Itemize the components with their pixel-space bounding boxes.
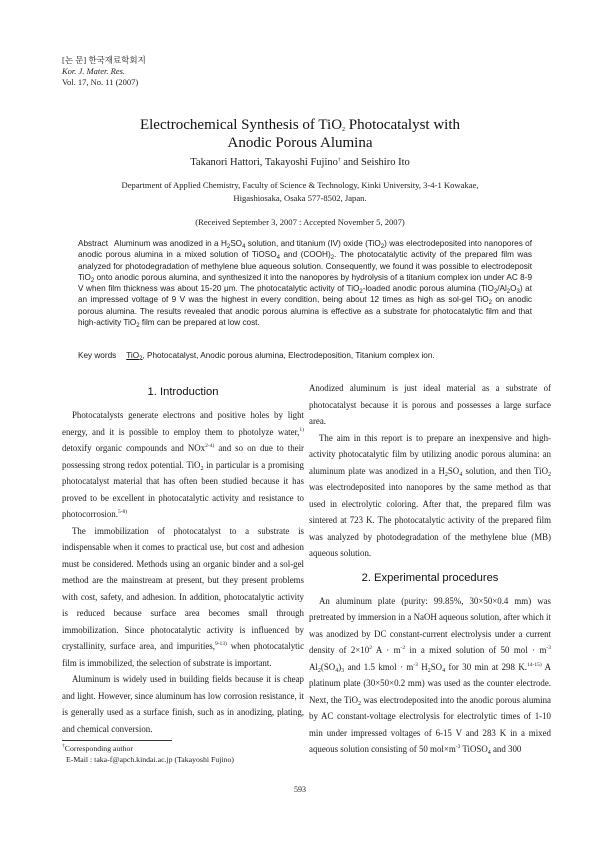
- text: for 30 min at 298 K.: [445, 661, 527, 672]
- text: and so on due to their possessing strong redox potential. TiO: [62, 443, 304, 470]
- text: and 1.5 kmol · m: [344, 661, 414, 672]
- text: A · m: [371, 645, 401, 655]
- subscript: 2: [493, 289, 498, 296]
- keywords-label: Key words: [78, 351, 117, 360]
- subscript: 2: [380, 244, 385, 250]
- corresponding-mark: †: [337, 157, 341, 163]
- abstract-text: O: [510, 284, 517, 294]
- footnote: [62, 743, 234, 765]
- citation: 1): [299, 426, 304, 433]
- subscript: 2: [488, 300, 492, 307]
- text: solution, and then TiO: [462, 465, 548, 476]
- subscript: 4: [242, 244, 246, 250]
- superscript: -3: [455, 744, 461, 750]
- page-number: 593: [294, 785, 306, 794]
- citation: 14-15): [526, 661, 542, 668]
- affiliation: [0, 179, 600, 205]
- abstract-text: /Al: [497, 284, 507, 294]
- section-heading-experimental: 2. Experimental procedures: [361, 571, 499, 584]
- left-column: [62, 407, 304, 737]
- text: An aluminum plate (purity: 99.85%, 30×50×0.4 mm) was pretreated by immersion in a NaOH aqueous solution, after which it was anodized by DC constant-current electrolysis under a current density of 2×10: [309, 595, 551, 655]
- text: Photocatalysts generate electrons and positive holes by light energy, and it is possible to employ them to photolyze water,: [62, 410, 304, 437]
- text: The immobilization of photocatalyst to a substrate is indispensable when it comes to practical use, but cost and adhesion must be considered. Methods using an organic binder and a sol-gel method are the mainstream at present, but they present problems with cost, safety, and adhesion. In addition, photocatalytic activity is reduced because surface area becomes small through immobilization. Since photocatalytic activity is influenced by crystallinity, surface area, and impurities,: [62, 525, 304, 651]
- text: and 300: [490, 744, 522, 754]
- text: when photocatalytic film is immobilized, the selection of substrate is important.: [62, 641, 305, 668]
- intro-paragraph-5: [309, 430, 551, 562]
- abstract-text: and (COOH): [279, 250, 331, 260]
- text: The aim in this report is to prepare an inexpensive and high-activity photocatalytic film by utilizing anodic porous alumina: an aluminum plate was anodized in a H: [309, 432, 551, 476]
- abstract-text: ) at an impressed voltage of 9 V was the highest in every condition, being about 12 times as high as sol-gel TiO: [78, 284, 532, 305]
- subscript: 2: [427, 667, 431, 674]
- abstract-label: Abstract: [78, 239, 109, 248]
- abstract: [78, 238, 532, 328]
- subscript: 2: [444, 471, 448, 478]
- subscript: 2: [506, 289, 511, 296]
- affiliation-line-1: Department of Applied Chemistry, Faculty of Science & Technology, Kinki University, 3-4-1 Kowakae,: [121, 180, 479, 190]
- corresponding-mark: †: [62, 743, 65, 749]
- subscript: 2: [136, 323, 140, 330]
- footnote-email: E-Mail : taka-f@apch.kindai.ac.jp (Takayoshi Fujino): [66, 755, 234, 764]
- footnote-divider: [62, 740, 172, 741]
- author-list: [0, 156, 600, 170]
- text: was electrodeposited into nanopores by the same method as that used in electrolytic coloring. After that, the prepared film was sintered at 723 K. The photocatalytic activity of the prepared film was analyzed by photodegradation of the methylene blue (MB) aqueous solution.: [309, 482, 551, 558]
- intro-paragraph-2: [62, 523, 304, 672]
- subscript: 4: [276, 255, 280, 262]
- subscript: 2: [90, 277, 95, 284]
- subscript: 4: [487, 750, 491, 756]
- journal-volume: Vol. 17, No. 11 (2007): [62, 77, 139, 87]
- abstract-text: ) was electrodeposited into nanopores of anodic porous alumina in a mixed solution of TiOSO: [78, 239, 532, 260]
- text: in particular is a promising photocatalyst material that has often been studied because it has proved to be excellent in photocatalytic activity and resistance to photocorrosion.: [62, 459, 304, 519]
- superscript: -2: [400, 645, 406, 651]
- text: ): [338, 661, 342, 672]
- title-text-1b: Photocatalyst with: [345, 117, 461, 133]
- subscript: 2: [200, 465, 204, 472]
- intro-paragraph-3: Aluminum is widely used in building fields because it is cheap and light. However, since aluminum has low corrosion resistance, it is generally used as a surface finish, such as in anodizing, plating, and chemical conversion.: [62, 674, 304, 734]
- subscript: 2: [548, 471, 551, 478]
- subscript: 3: [341, 667, 345, 674]
- abstract-text: onto anodic porous alumina, and synthesized it into the nanopores by hydrolysis of a titanium complex ion under AC 8-9 V when film thickness was about 15-20 μm. The photocatalytic activity of TiO: [78, 272, 532, 294]
- text: was electrodeposited into the anodic porous alumina by AC constant-voltage electrolysis for electrolytic times of 1-10 min under impressed voltages of 6-15 V and 283 K in a mixed aqueous solution consisting of 50 mol×m: [309, 694, 552, 754]
- text: (SO: [320, 661, 336, 672]
- keyword-text: TiO: [126, 351, 140, 360]
- citation: 9-13): [214, 641, 227, 647]
- abstract-text: SO: [230, 239, 243, 248]
- keyword-tio2: [126, 351, 142, 360]
- abstract-text: . The photocatalytic activity of the prepared film was analyzed for photodegradation of methylene blue aqueous solution. Consequently, we found it was possible to electrodeposit TiO: [78, 250, 532, 282]
- title-line-2: Anodic Porous Alumina: [227, 135, 373, 151]
- abstract-text: on anodic porous alumina. The results revealed that anodic porous alumina is effective as a substrate for photocatalytic film and that high-activity TiO: [78, 295, 532, 328]
- subscript: 4: [335, 667, 339, 674]
- text: SO: [447, 465, 460, 476]
- abstract-text: solution, and titanium (IV) oxide (TiO: [245, 239, 381, 248]
- subscript: 2: [358, 700, 361, 707]
- journal-name: Kor. J. Mater. Res.: [62, 66, 126, 76]
- keywords: [78, 350, 548, 361]
- subscript: 2: [317, 667, 321, 674]
- subscript: 3: [516, 289, 520, 296]
- subscript: 2: [359, 289, 363, 296]
- affiliation-line-2: Higashiosaka, Osaka 577-8502, Japan.: [233, 193, 367, 203]
- title-text-1a: Electrochemical Synthesis of TiO: [139, 117, 343, 133]
- text: TiOSO: [460, 744, 488, 754]
- received-dates: (Received September 3, 2007 : Accepted November 5, 2007): [195, 217, 405, 227]
- authors-part-1: Takanori Hattori, Takayoshi Fujino: [190, 157, 338, 168]
- authors-part-2: and Seishiro Ito: [340, 157, 410, 168]
- subscript: 2: [330, 255, 335, 262]
- text: Al: [309, 661, 318, 672]
- experimental-paragraph-1: [309, 593, 551, 758]
- abstract-text: Aluminum was anodized in a H: [114, 239, 227, 248]
- intro-paragraph-4: Anodized aluminum is just ideal material as a substrate of photocatalyst because it is porous and possesses a large surface area.: [309, 383, 551, 426]
- title-sub: 2: [342, 127, 346, 133]
- footnote-label: Corresponding author: [64, 744, 133, 753]
- text: SO: [430, 661, 443, 672]
- journal-korean-label: [논 문] 한국재료학회지: [62, 55, 146, 65]
- keywords-rest: , Photocatalyst, Anodic porous alumina, Electrodeposition, Titanium complex ion.: [142, 351, 435, 360]
- paper-title: [0, 116, 600, 152]
- text: A platinum plate (30×50×0.2 mm) was used as the counter electrode. Next, the TiO: [309, 661, 551, 705]
- subscript: 4: [442, 667, 446, 674]
- abstract-text: film can be prepared at low cost.: [139, 318, 260, 328]
- citation: 2-4): [205, 443, 215, 449]
- journal-masthead: [62, 55, 146, 88]
- right-column: [309, 380, 551, 758]
- superscript: -3: [413, 661, 418, 668]
- abstract-text: -loaded anodic porous alumina (TiO: [362, 284, 494, 294]
- superscript: 2: [369, 645, 372, 651]
- text: detoxify organic compounds and NOx: [62, 443, 206, 453]
- section-heading-introduction: 1. Introduction: [147, 386, 219, 398]
- text: in a mixed solution of 50 mol · m: [405, 645, 547, 655]
- citation: 5-8): [117, 509, 128, 515]
- subscript: 2: [226, 244, 231, 250]
- subscript: 4: [459, 471, 463, 478]
- subscript: 2: [139, 356, 143, 362]
- superscript: -3: [546, 645, 551, 651]
- intro-paragraph-1: [62, 407, 304, 523]
- text: H: [417, 661, 428, 672]
